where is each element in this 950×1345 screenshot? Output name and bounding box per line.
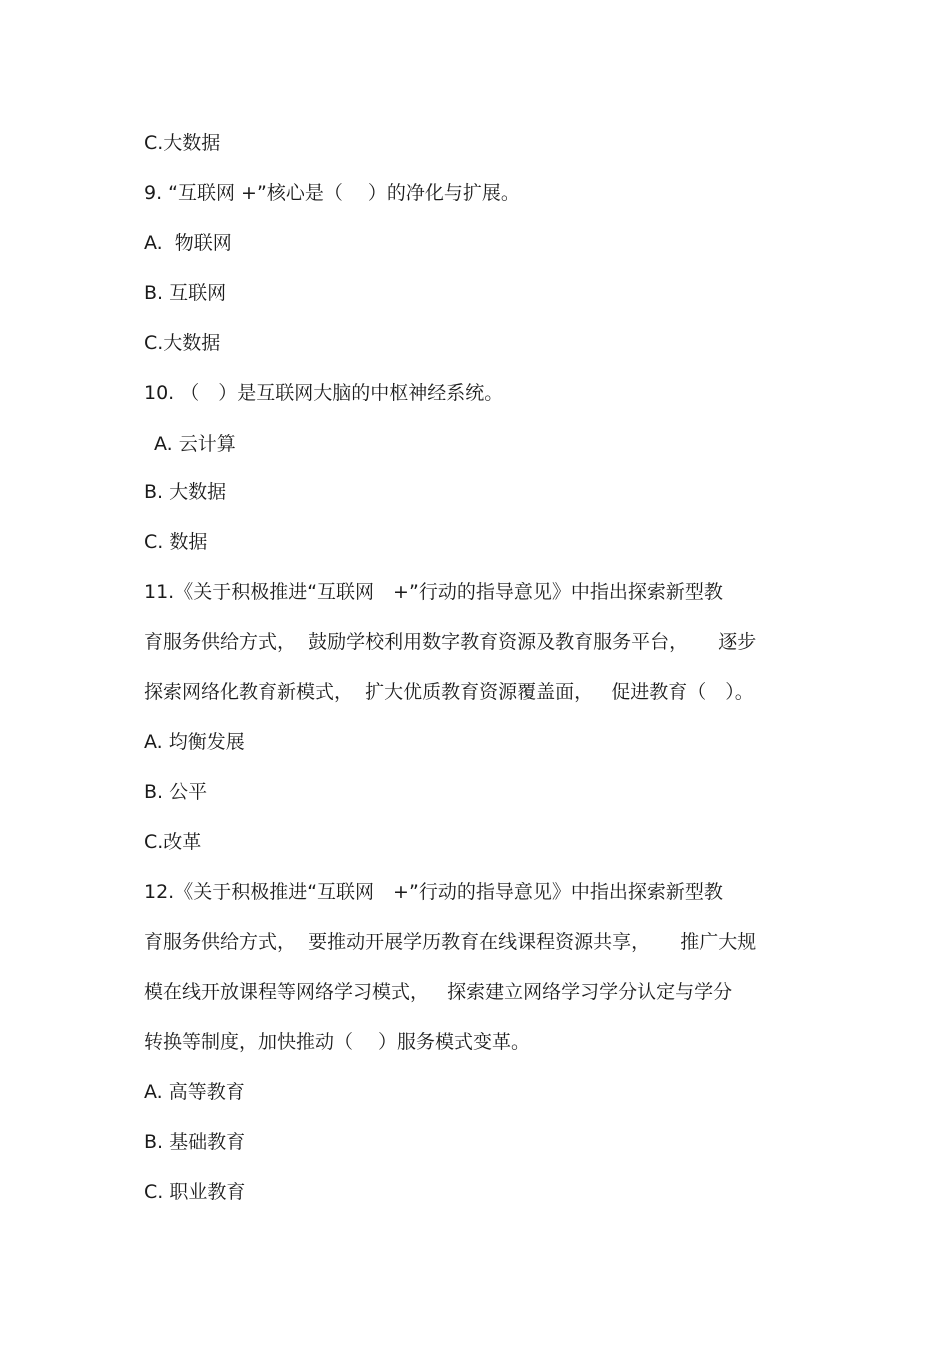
option-c-q9: C.大数据 <box>144 332 221 354</box>
option-b-q9: B. 互联网 <box>144 282 227 304</box>
option-c-q12: C. 职业教育 <box>144 1181 246 1203</box>
option-c-q8: C.大数据 <box>144 132 221 154</box>
option-a-q11: A. 均衡发展 <box>144 731 245 753</box>
question-11-line-2: 育服务供给方式， 鼓励学校利用数字教育资源及教育服务平台， 逐步 <box>144 631 757 653</box>
option-a-q10: A. 云计算 <box>154 433 236 455</box>
question-11-line-1: 11.《关于积极推进“互联网 +”行动的指导意见》中指出探索新型教 <box>144 581 723 603</box>
option-a-q9: A. 物联网 <box>144 232 232 254</box>
option-b-q12: B. 基础教育 <box>144 1131 246 1153</box>
option-c-q10: C. 数据 <box>144 531 208 553</box>
question-12-line-3: 模在线开放课程等网络学习模式， 探索建立网络学习学分认定与学分 <box>144 981 733 1003</box>
question-12-line-4: 转换等制度，加快推动（ ）服务模式变革。 <box>144 1031 531 1053</box>
option-b-q11: B. 公平 <box>144 781 208 803</box>
question-11-line-3: 探索网络化教育新模式， 扩大优质教育资源覆盖面， 促进教育（ ）。 <box>144 681 754 703</box>
option-b-q10: B. 大数据 <box>144 481 227 503</box>
question-12-line-2: 育服务供给方式， 要推动开展学历教育在线课程资源共享， 推广大规 <box>144 931 757 953</box>
option-c-q11: C.改革 <box>144 831 202 853</box>
question-10: 10. （ ）是互联网大脑的中枢神经系统。 <box>144 382 504 404</box>
question-9: 9. “互联网 +”核心是（ ）的净化与扩展。 <box>144 182 520 204</box>
question-12-line-1: 12.《关于积极推进“互联网 +”行动的指导意见》中指出探索新型教 <box>144 881 723 903</box>
option-a-q12: A. 高等教育 <box>144 1081 245 1103</box>
